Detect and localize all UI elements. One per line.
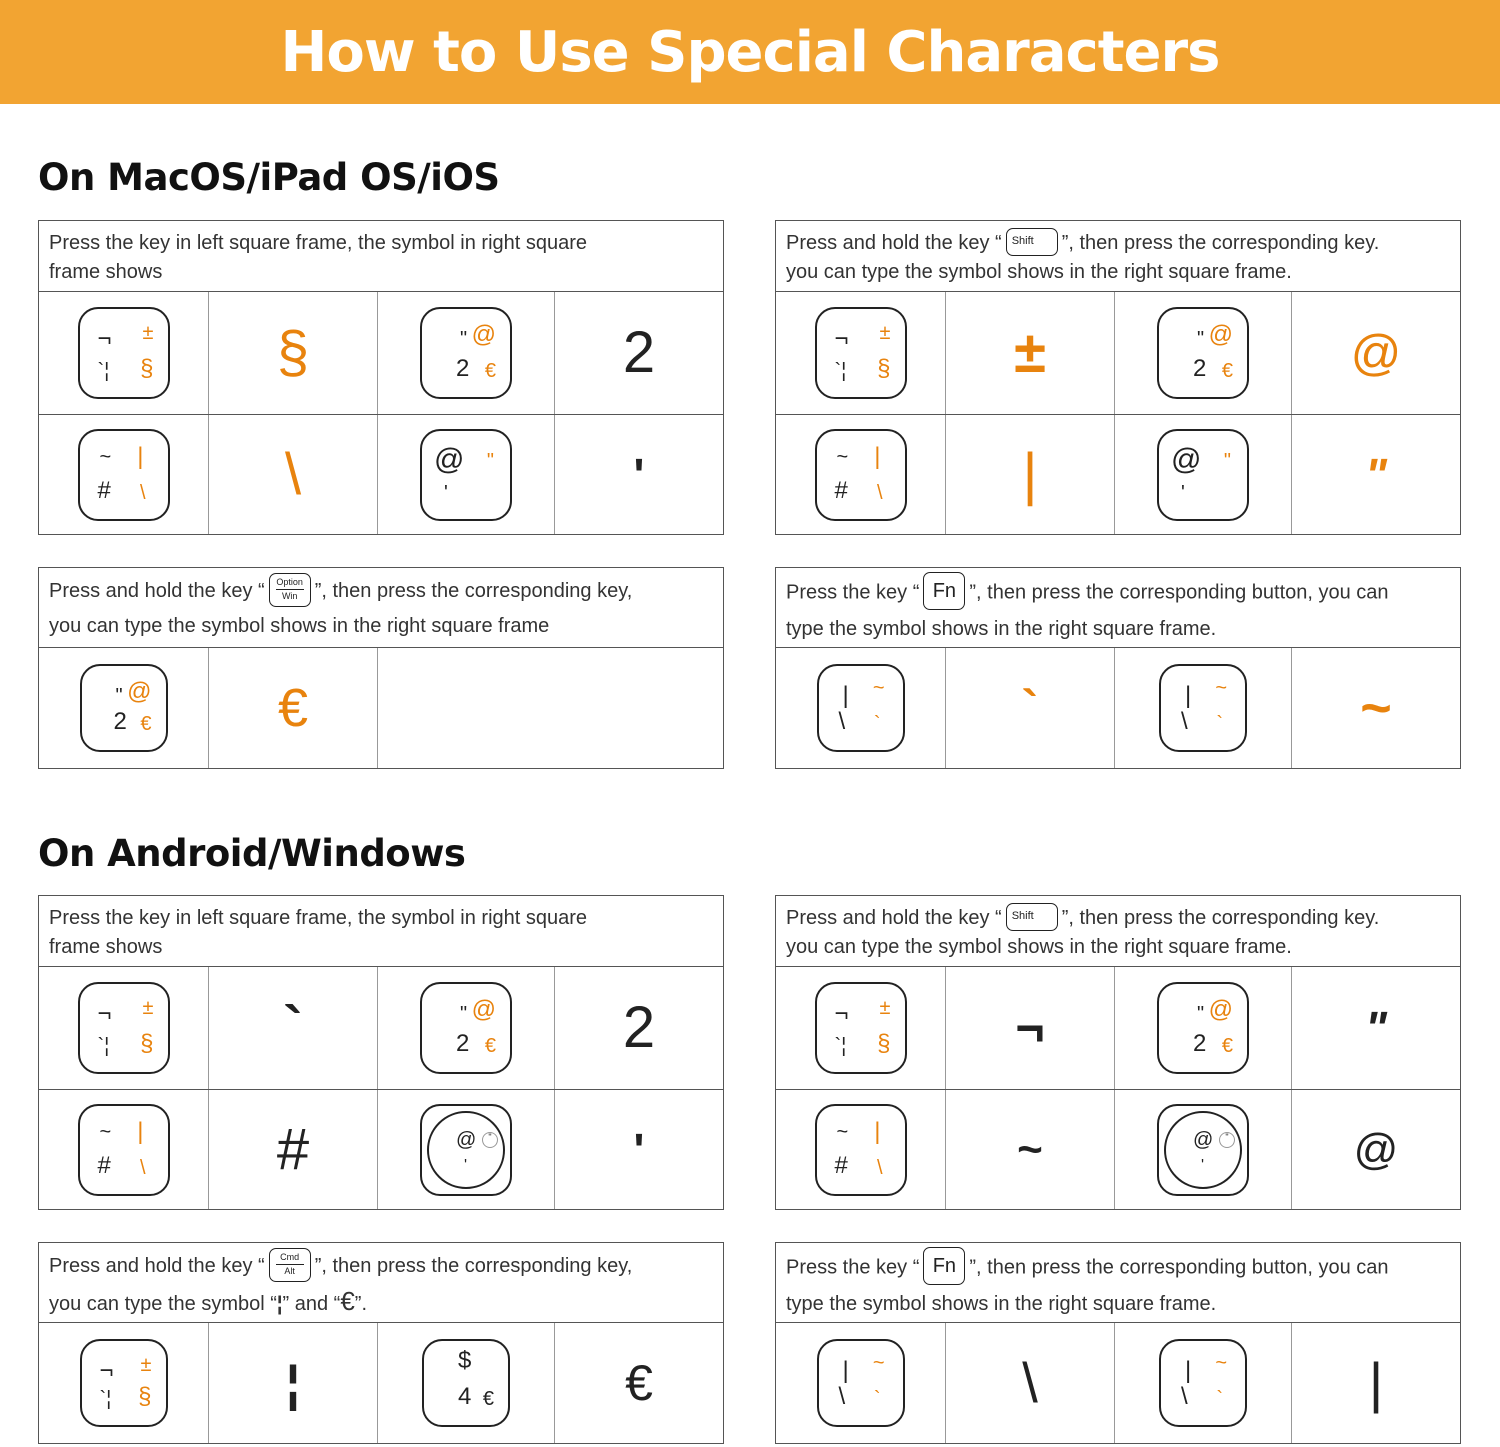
key-legend: \ [139,481,146,504]
result-cell [1292,967,1460,1089]
panel-description [776,1243,1460,1323]
key-cell [776,292,946,414]
chip-bottom-label: Alt [284,1266,295,1277]
key-legend: | [874,1117,881,1145]
key-legend: | [874,442,881,470]
key-legend: ± [140,1354,152,1376]
result-cell [1292,1090,1460,1209]
desc-line-2: you can type the symbol shows in the right square frame. [786,936,1292,958]
section-title-mac: On MacOS/iPad OS/iOS [38,156,500,199]
desc-text: ”, then press the corresponding key. [1061,907,1380,929]
key-legend: ` [873,1388,881,1410]
desc-text: Press and hold the key “ [786,907,1002,929]
result-symbol: # [276,1116,310,1182]
keycap-at-round-key [420,1104,512,1196]
result-cell [209,415,378,534]
key-legend: ± [142,997,154,1019]
desc-text: Press the key “ [786,1256,920,1279]
key-legend: @ [471,321,496,348]
result-symbol: " [1365,448,1387,501]
desc-text: Press and hold the key “ [49,580,265,602]
key-legend: ~ [836,445,849,468]
key-legend: \ [139,1156,146,1179]
key-legend: § [140,1030,154,1057]
key-legend: ~ [836,1120,849,1143]
key-cell [378,292,555,414]
key-legend: § [140,355,154,382]
key-legend: ' [464,1156,468,1174]
result-symbol: 2 [622,320,656,385]
key-legend: # [97,476,111,504]
desc-line-1: Press the key in left square frame, the symbol in right square [49,907,588,929]
symbol-row [39,1323,723,1443]
key-legend: \ [876,1156,883,1179]
desc-line-1 [49,574,713,609]
key-legend: ¬ [97,325,112,352]
key-legend: " [460,1003,468,1025]
key-legend: ' [1201,1156,1205,1174]
keycap-section-key [815,982,907,1074]
key-legend-badge: " [482,1132,498,1148]
result-cell [946,1323,1115,1443]
result-symbol: " [1365,1002,1387,1054]
result-cell [555,415,723,534]
result-symbol: ¬ [1015,1000,1045,1056]
keycap-pipe-key [817,1339,905,1427]
key-legend: \ [1181,708,1188,735]
key-legend: @ [471,996,496,1023]
key-legend: € [1221,1035,1233,1057]
result-symbol: @ [1353,1124,1399,1174]
key-legend: ~ [99,445,112,468]
key-legend: # [834,476,848,504]
key-cell [378,1323,555,1443]
key-legend: ' [444,481,448,504]
key-legend: ¬ [834,325,849,352]
result-symbol: € [277,678,309,738]
keycap-hash-key [815,1104,907,1196]
keycap-section-key [80,1339,168,1427]
desc-line-1: Press the key in left square frame, the symbol in right square [49,232,588,254]
result-symbol: ` [1021,680,1039,736]
panel-mac-shift [775,220,1461,535]
key-legend: # [97,1151,111,1179]
key-legend: ¬ [97,1000,112,1027]
symbol-row [39,414,723,534]
keycap-4-key [422,1339,510,1427]
key-legend: | [1185,682,1192,709]
keycap-at-key [420,429,512,521]
symbol-row [39,648,723,768]
key-legend: § [138,1383,152,1410]
key-legend: ~ [872,677,885,699]
panel-mac-fn [775,567,1461,769]
key-cell [1115,1090,1292,1209]
chip-top-label: Option [276,577,303,588]
key-legend: @ [1171,442,1202,476]
keycap-pipe-key [1159,1339,1247,1427]
key-legend: `¦ [834,360,847,382]
key-legend: € [484,360,496,382]
key-legend: 2 [113,708,127,735]
desc-text: Press and hold the key “ [786,232,1002,254]
panel-description [39,1243,723,1323]
result-symbol: ` [283,995,303,1060]
key-legend: \ [876,481,883,504]
key-legend: \ [838,708,846,735]
broken-bar-symbol: ¦ [276,1292,283,1315]
key-legend: ~ [1215,677,1227,699]
key-cell [39,967,209,1089]
keycap-pipe-key [817,664,905,752]
result-cell [209,648,378,768]
key-legend: " [115,685,123,707]
chip-top-label: Cmd [280,1252,300,1263]
desc-text: Press the key “ [786,581,920,604]
cmd-alt-key-chip [269,1248,311,1282]
key-legend-badge: " [1219,1132,1235,1148]
result-symbol: | [1368,1351,1384,1414]
key-legend: " [486,449,494,472]
key-legend: @ [127,678,152,705]
panel-android-shift [775,895,1461,1210]
result-cell [555,967,723,1089]
key-cell [378,415,555,534]
key-cell [39,1323,209,1443]
panel-description [39,221,723,292]
key-cell [1115,415,1292,534]
result-symbol: 2 [622,995,656,1060]
desc-line-1 [786,229,1450,258]
fn-key-chip: Fn [923,572,965,610]
key-legend: ¬ [99,1357,114,1384]
key-legend: § [877,1030,891,1057]
result-cell [946,415,1115,534]
desc-text: ”, then press the corresponding key. [1061,232,1380,254]
result-cell [1292,648,1460,768]
panel-description [776,221,1460,292]
key-cell [1115,967,1292,1089]
panel-description [39,896,723,967]
chip-bottom-label: Win [281,591,298,602]
result-cell [555,1090,723,1209]
desc-line-1 [786,574,1450,612]
desc-line-1 [786,1249,1450,1287]
key-legend: `¦ [99,1388,112,1410]
key-legend: € [1221,360,1233,382]
key-legend: @ [456,1128,477,1151]
key-legend: | [137,1117,144,1145]
key-legend: @ [434,442,465,476]
key-legend: # [834,1151,848,1179]
key-legend: " [1197,1003,1205,1025]
symbol-row [776,648,1460,768]
key-cell [776,1323,946,1443]
key-legend: ¬ [834,1000,849,1027]
desc-line-2: you can type the symbol shows in the right square frame [49,614,550,637]
desc-text: ” and “ [282,1292,341,1315]
result-cell [209,1323,378,1443]
key-legend: ~ [872,1352,885,1374]
key-cell [39,1090,209,1209]
key-legend: `¦ [97,1035,110,1057]
key-cell [776,1090,946,1209]
key-legend: 2 [1193,1030,1207,1057]
key-legend: § [877,355,891,382]
result-cell [946,1090,1115,1209]
desc-line-2 [49,1284,713,1321]
result-symbol: ~ [1360,678,1392,738]
keycap-2-key [1157,982,1249,1074]
key-legend: | [842,682,849,709]
result-cell [1292,292,1460,414]
desc-text: ”. [354,1292,367,1315]
symbol-row [776,967,1460,1089]
result-symbol: ' [633,448,645,501]
key-cell [378,967,555,1089]
key-legend: @ [1208,996,1233,1023]
result-symbol: § [276,320,310,385]
result-symbol: ¦ [286,1355,300,1411]
desc-line-2: type the symbol shows in the right square frame. [786,1293,1217,1315]
keycap-2-key [1157,307,1249,399]
result-symbol: | [1022,441,1038,507]
key-cell [776,415,946,534]
symbol-row [39,967,723,1089]
key-legend: 2 [1193,355,1207,382]
chip-divider [276,589,304,590]
panel-mac-default [38,220,724,535]
key-legend: | [1185,1357,1192,1384]
key-legend: ± [142,322,154,344]
key-legend: \ [1181,1383,1188,1410]
euro-symbol: € [340,1285,355,1316]
keycap-at-round-key [1157,1104,1249,1196]
key-legend: ` [1216,1388,1223,1410]
result-symbol: @ [1350,325,1402,381]
panel-description [39,568,723,648]
key-legend: $ [458,1347,472,1374]
key-cell [39,415,209,534]
result-cell [555,292,723,414]
key-cell [39,292,209,414]
key-legend: 2 [456,1030,470,1057]
key-legend: € [140,713,152,735]
panel-android-default [38,895,724,1210]
key-legend: ~ [1215,1352,1227,1374]
result-cell [946,292,1115,414]
result-cell [209,967,378,1089]
key-legend: ` [1216,713,1223,735]
key-legend: \ [838,1383,846,1410]
result-cell [555,1323,723,1443]
result-symbol: € [625,1355,653,1411]
key-legend: € [484,1035,496,1057]
shift-key-chip: Shift [1006,228,1058,256]
key-legend: " [1197,328,1205,350]
key-cell [1115,292,1292,414]
keycap-section-key [815,307,907,399]
key-legend: | [842,1357,849,1384]
keycap-at-key [1157,429,1249,521]
key-legend: " [460,328,468,350]
fn-key-chip: Fn [923,1247,965,1285]
desc-line-2: frame shows [49,936,163,958]
result-cell [946,967,1115,1089]
key-cell [378,1090,555,1209]
result-symbol: \ [1022,1351,1038,1414]
desc-line-2: you can type the symbol shows in the right square frame. [786,261,1292,283]
desc-line-1 [786,904,1450,933]
desc-text: ”, then press the corresponding button, you can [969,1256,1389,1279]
symbol-row [776,1089,1460,1209]
key-cell [776,967,946,1089]
key-legend: 2 [456,355,470,382]
key-cell [39,648,209,768]
desc-text: ”, then press the corresponding key, [314,580,633,602]
key-legend: | [137,442,144,470]
key-legend: `¦ [97,360,110,382]
key-cell [1115,1323,1292,1443]
key-legend: 4 [458,1383,472,1410]
symbol-row [776,1323,1460,1443]
title-banner [0,0,1500,104]
key-legend: `¦ [834,1035,847,1057]
keycap-section-key [78,982,170,1074]
key-legend: @ [1193,1128,1214,1151]
keycap-hash-key [78,429,170,521]
keycap-pipe-key [1159,664,1247,752]
keycap-section-key [78,307,170,399]
keycap-2-key [420,982,512,1074]
page-title: How to Use Special Characters [280,19,1220,85]
key-cell [776,648,946,768]
desc-text: you can type the symbol “ [49,1292,277,1315]
key-legend: ` [873,713,881,735]
symbol-row [39,1089,723,1209]
key-cell [1115,648,1292,768]
result-symbol: ' [633,1123,645,1176]
desc-line-2: frame shows [49,261,163,283]
result-cell [1292,415,1460,534]
desc-text: ”, then press the corresponding button, you can [969,581,1389,604]
result-symbol: ~ [1017,1124,1043,1174]
key-legend: " [1223,449,1231,472]
panel-description [776,568,1460,648]
shift-key-chip: Shift [1006,903,1058,931]
symbol-row [776,414,1460,534]
key-legend: ' [1181,481,1185,504]
key-legend: € [482,1388,494,1410]
panel-mac-option [38,567,724,769]
desc-line-2: type the symbol shows in the right square frame. [786,618,1217,640]
key-legend: @ [1208,321,1233,348]
keycap-2-key [420,307,512,399]
symbol-row [776,292,1460,414]
panel-description [776,896,1460,967]
result-cell [209,1090,378,1209]
chip-divider [276,1264,304,1265]
key-legend: ~ [99,1120,112,1143]
key-legend: ± [879,322,891,344]
desc-line-1 [49,1249,713,1284]
empty-cell [378,648,723,768]
keycap-hash-key [78,1104,170,1196]
keycap-hash-key [815,429,907,521]
result-cell [1292,1323,1460,1443]
panel-android-fn [775,1242,1461,1444]
desc-text: Press and hold the key “ [49,1255,265,1277]
key-legend: ± [879,997,891,1019]
panel-android-alt [38,1242,724,1444]
keycap-2-key [80,664,168,752]
result-symbol: \ [284,441,302,507]
result-cell [209,292,378,414]
option-win-key-chip [269,573,311,607]
result-symbol: ± [1014,320,1046,385]
symbol-row [39,292,723,414]
result-cell [946,648,1115,768]
desc-text: ”, then press the corresponding key, [314,1255,633,1277]
section-title-android: On Android/Windows [38,832,466,875]
